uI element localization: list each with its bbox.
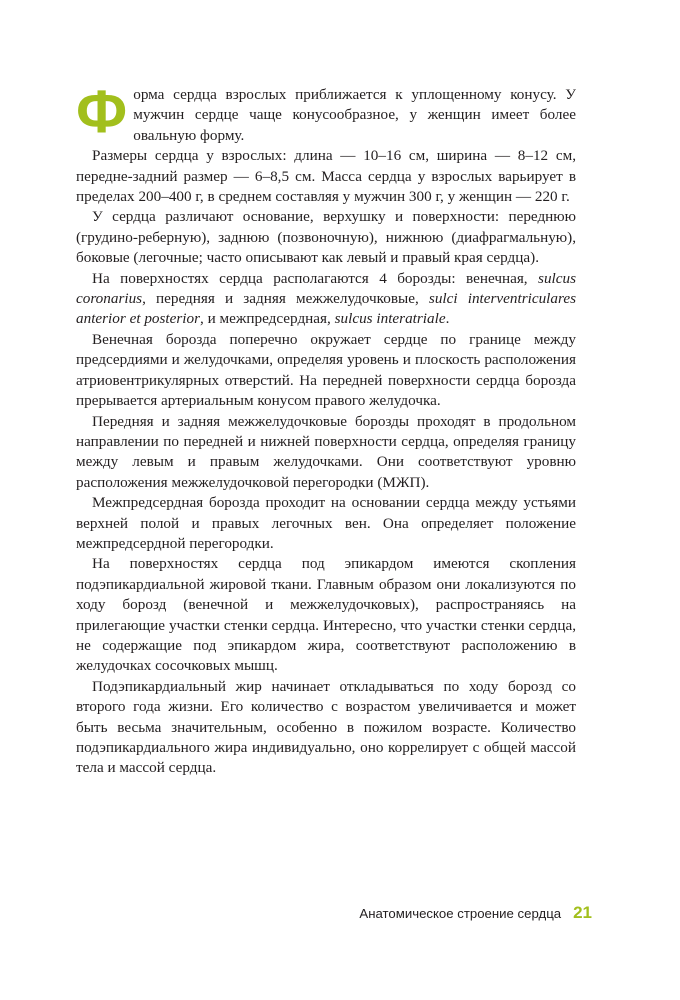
paragraph xyxy=(76,412,576,494)
latin-term: sulcus coronarius xyxy=(76,269,576,308)
paragraph xyxy=(76,677,576,779)
text-run: , и межпредсердная, xyxy=(200,310,335,328)
text-run: орма сердца взрослых приближается к уплощенному конусу. У мужчин сердце чаще конусообразное, у женщин имеет более овальную форму. xyxy=(133,86,576,144)
text-run: Размеры сердца у взрослых: длина — 10–16 см, ширина — 8–12 см, передне-задний размер — 6–8,5 см. Масса сердца у взрослых варьирует в пределах 200–400 г, в среднем составляя у мужчин 300 г, у женщин — 220 г. xyxy=(76,147,576,206)
text-run: У сердца различают основание, верхушку и поверхности: переднюю (грудино-реберную), заднюю (позвоночную), нижнюю (диафрагмальную), боковые (легочные; часто описывают как левый и правый края сердца). xyxy=(76,208,576,267)
running-footer-title: Анатомическое строение сердца xyxy=(359,906,562,921)
text-run: , передняя и задняя межжелудочковые, xyxy=(142,290,429,308)
paragraph xyxy=(76,493,576,554)
text-run: . xyxy=(445,310,450,328)
text-run: Передняя и задняя межжелудочковые борозды проходят в продольном направлении по передней и нижней поверхности сердца, определяя границу между левым и правым желудочками. Они соответствуют уровню расположения межжелудочковой перегородки (МЖП). xyxy=(76,412,576,491)
page-number: 21 xyxy=(573,903,592,922)
paragraph xyxy=(76,269,576,330)
drop-cap: Ф xyxy=(76,78,128,145)
text-run: На поверхностях сердца располагаются 4 борозды: венечная, xyxy=(92,269,539,287)
text-run: Венечная борозда поперечно окружает сердце по границе между предсердиями и желудочками, определяя уровень и плоскость расположения атриовентрикулярных отверстий. На передней поверхности сердца борозда прерывается артериальным конусом правого желудочка. xyxy=(76,330,576,410)
text-run: На поверхностях сердца под эпикардом имеются скопления подэпикардиальной жировой ткани. Главным образом они локализуются по ходу борозд (венечной и межжелудочковых), распространяясь на прилегающие участки стенки сердца. Интересно, что участки стенки сердца, не содержащие под эпикардом жира, соответствуют расположению в желудочках сосочковых мышц. xyxy=(76,555,576,675)
paragraph xyxy=(76,146,576,207)
paragraph xyxy=(76,554,576,676)
text-run: Подэпикардиальный жир начинает откладываться по ходу борозд со второго года жизни. Его количество с возрастом увеличивается и может быть весьма значительным, особенно в пожилом возрасте. Количество подэпикардиального жира индивидуально, оно коррелирует с общей массой тела и массой сердца. xyxy=(76,677,576,777)
paragraph xyxy=(76,207,576,268)
paragraph xyxy=(76,330,576,412)
page-footer xyxy=(359,903,592,923)
latin-term: sulcus interatriale xyxy=(334,310,446,328)
paragraph-first xyxy=(76,78,576,146)
body-text xyxy=(76,78,576,779)
latin-term: sulci interventriculares anterior et posterior xyxy=(76,290,576,328)
text-run: Межпредсердная борозда проходит на основании сердца между устьями верхней полой и правых легочных вен. Она определяет положение межпредсердной перегородки. xyxy=(76,494,576,552)
